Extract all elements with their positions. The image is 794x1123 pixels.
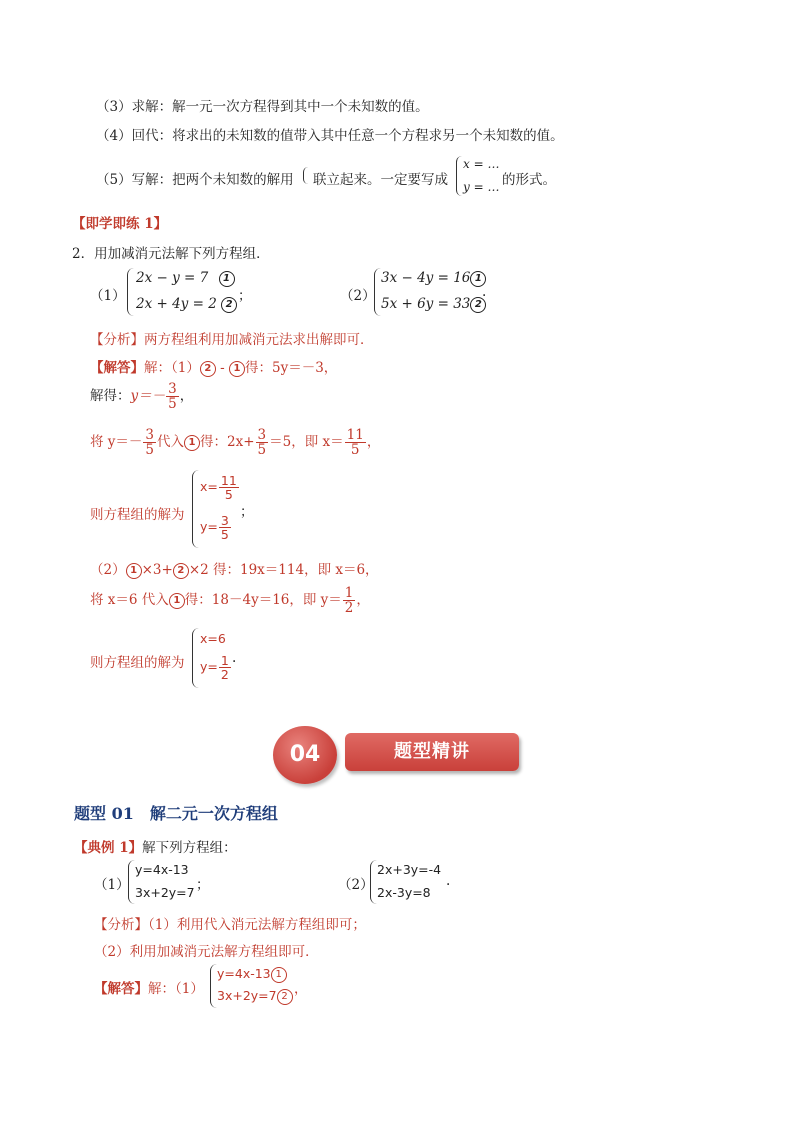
example-analysis-2: （2）利用加减消元法解方程组即可． [94, 944, 319, 960]
step-5-part2: 联立起来。一定要写成 [313, 172, 448, 188]
practice-solution2-y: y= $\frac{1}{2}$ [200, 653, 229, 683]
section-number-badge: 04 [273, 726, 337, 784]
fraction: $\frac{3}{5}$ [220, 513, 229, 543]
example-p1-label: （1） [94, 877, 130, 893]
practice-solution1-brace [192, 470, 199, 548]
practice-part2-substitute: 将 x＝6 代入 1 得：18－4y＝16，即 y＝ $\frac{1}{2}$ ， [90, 585, 370, 617]
example-answer-tail: ， [294, 981, 308, 997]
practice-solution1-semi: ； [240, 504, 254, 520]
circle-2-icon: 2 [200, 361, 216, 377]
practice-answer-line1: 【解答】解：（1） 2 - 1 得：5y＝－3， [90, 360, 338, 376]
practice-p1-eq2: 2x + 4y = 2 2 [136, 296, 237, 313]
circle-1-icon: 1 [219, 271, 235, 287]
practice-substitute-line: 将 y＝－ $\frac{3}{5}$ 代入 1 得：2x+ $\frac{3}{5}$ ＝5，即 x＝ $\frac{11}{5}$ ， [90, 427, 381, 459]
step-4: （4）回代：将求出的未知数的值带入其中任意一个方程求另一个未知数的值。 [96, 128, 564, 144]
step-3: （3）求解：解一元一次方程得到其中一个未知数的值。 [96, 99, 429, 115]
practice-solve-y: 解得：y＝－ $\frac{3}{5}$ ， [90, 381, 194, 413]
fraction: $\frac{3}{5}$ [145, 427, 155, 459]
practice-p2-brace [374, 268, 381, 316]
example-p2-label: （2） [338, 877, 374, 893]
fraction: $\frac{3}{5}$ [257, 427, 267, 459]
practice-solution2-period: . [232, 650, 237, 666]
step-5-part1: （5）写解：把两个未知数的解用 [96, 172, 294, 188]
practice-p2-eq2: 5x + 6y = 33 2 [381, 296, 486, 313]
section-banner: 题型精讲 [345, 733, 519, 771]
step-5-small-brace [303, 167, 308, 184]
example-p1-brace [128, 860, 135, 904]
circle-2-icon: 2 [470, 297, 486, 313]
section-title: 题型 01 解二元一次方程组 [74, 804, 278, 823]
practice-p1-tail: ； [238, 288, 252, 304]
example-answer-eq1: y=4x-13 1 [217, 966, 287, 983]
practice-p1-brace [127, 268, 134, 316]
fraction: $\frac{11}{5}$ [220, 473, 237, 503]
example-question: 【典例 1】解下列方程组： [74, 840, 237, 856]
practice-p2-tail: . [482, 284, 487, 300]
example-p2-eq1: 2x+3y=-4 [377, 862, 442, 877]
practice-solution1-label: 则方程组的解为 [90, 507, 185, 523]
step-5-system-x: x = … [463, 157, 500, 171]
practice-p2-eq1: 3x − 4y = 16 1 [381, 270, 486, 287]
fraction: $\frac{1}{2}$ [220, 653, 229, 683]
example-analysis-1: 【分析】（1）利用代入消元法解方程组即可； [94, 917, 366, 933]
example-answer-eq2: 3x+2y=7 2 [217, 988, 293, 1005]
practice-p1-eq1: 2x − y = 7 1 [136, 270, 235, 287]
practice-solution2-label: 则方程组的解为 [90, 655, 185, 671]
practice-solution2-brace [192, 628, 199, 688]
example-answer: 【解答】解：（1） [94, 981, 204, 997]
fraction: $\frac{11}{5}$ [346, 427, 364, 459]
circle-1-icon: 1 [169, 593, 185, 609]
step-5-system-brace [456, 156, 462, 196]
fraction: $\frac{3}{5}$ [168, 381, 177, 413]
practice-solution2-x: x=6 [200, 631, 226, 646]
fraction: $\frac{1}{2}$ [344, 585, 354, 617]
practice-question: 2．用加减消元法解下列方程组． [72, 246, 270, 262]
circle-1-icon: 1 [470, 271, 486, 287]
step-5-part3: 的形式。 [502, 172, 556, 188]
example-p2-brace [370, 860, 377, 904]
example-answer-brace [210, 964, 217, 1008]
practice-analysis: 【分析】两方程组利用加减消元法求出解即可． [90, 332, 374, 348]
practice-part2-line: （2） 1 ×3+ 2 ×2 得：19x＝114，即 x＝6， [90, 562, 379, 578]
practice-solution1-x: x= $\frac{11}{5}$ [200, 473, 237, 503]
circle-2-icon: 2 [221, 297, 237, 313]
practice-solution1-y: y= $\frac{3}{5}$ [200, 513, 229, 543]
practice-header: 【即学即练 1】 [72, 216, 168, 232]
circle-1-icon: 1 [184, 435, 200, 451]
example-p1-eq2: 3x+2y=7 [135, 885, 195, 900]
example-p1-eq1: y=4x-13 [135, 862, 189, 877]
circle-1-icon: 1 [229, 361, 245, 377]
practice-p2-label: （2） [340, 288, 376, 304]
practice-p1-label: （1） [90, 288, 126, 304]
circle-2-icon: 2 [173, 563, 189, 579]
example-p2-eq2: 2x-3y=8 [377, 885, 431, 900]
step-5-system-y: y = … [463, 180, 500, 194]
example-p1-tail: ； [196, 877, 210, 893]
example-p2-tail: . [446, 873, 451, 889]
circle-1-icon: 1 [126, 563, 142, 579]
circle-2-icon: 2 [277, 989, 293, 1005]
circle-1-icon: 1 [271, 967, 287, 983]
